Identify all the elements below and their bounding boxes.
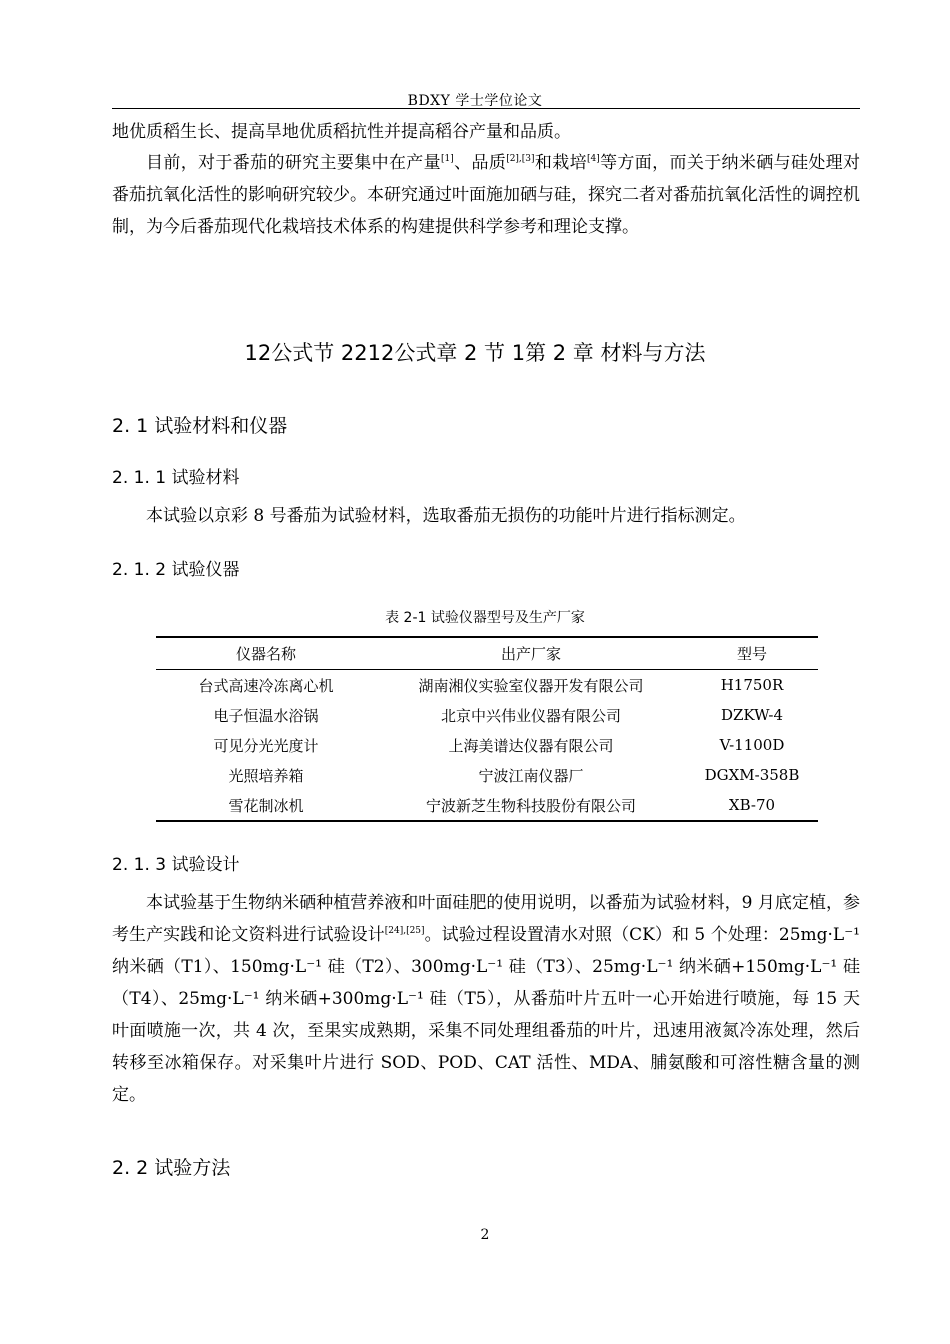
- table-row: [156, 700, 818, 730]
- section-2-2-heading: 2. 2 试验方法: [112, 1157, 231, 1179]
- chapter-title: 12公式节 2212公式章 2 节 1第 2 章 材料与方法: [244, 341, 706, 365]
- section-2-1-2-heading: 2. 1. 2 试验仪器: [112, 560, 240, 580]
- design-text-a: 本试验基于生物纳米硒种植营养液和叶面硅肥的使用说明，以番茄为试验材料，9 月底定植，参考生产实践和论文资料进行试验设计: [112, 893, 860, 945]
- table-row: [156, 730, 818, 760]
- instrument-name: 电子恒温水浴锅: [213, 706, 319, 725]
- section-2-1-3-heading: 2. 1. 3 试验设计: [112, 855, 240, 875]
- citation-1: [1]: [441, 154, 454, 164]
- instrument-model: XB-70: [728, 796, 776, 814]
- citation-2-3: [2],[3]: [506, 154, 535, 164]
- instrument-manufacturer: 湖南湘仪实验室仪器开发有限公司: [418, 676, 644, 695]
- intro-paragraph: [112, 147, 860, 243]
- design-text-b: 。试验过程设置清水对照（CK）和 5 个处理：25mg·L⁻¹ 纳米硒（T1）、150mg·L⁻¹ 硅（T2）、300mg·L⁻¹ 硅（T3）、25mg·L⁻¹ 纳米硒+150mg·L⁻¹ 硅（T4）、25mg·L⁻¹ 纳米硒+300mg·L⁻¹ 硅（T5），从番茄叶片五叶一心开始进行喷施，每 15 天叶面喷施一次，共 4 次，至果实成熟期，采集不同处理组番茄的叶片，迅速用液氮冷冻处理，然后转移至冰箱保存。对采集叶片进行 SOD、POD、CAT 活性、MDA、脯氨酸和可溶性糖含量的测定。: [112, 925, 860, 1105]
- section-2-1-3-text: [112, 887, 860, 1111]
- column-header-model: 型号: [686, 637, 818, 670]
- instrument-model: V-1100D: [719, 736, 785, 754]
- instrument-model: DGXM-358B: [704, 766, 800, 784]
- section-2-1-1-heading: 2. 1. 1 试验材料: [112, 468, 240, 488]
- instrument-name: 雪花制冰机: [228, 796, 304, 815]
- instrument-name: 可见分光光度计: [213, 736, 319, 755]
- instrument-name: 光照培养箱: [228, 766, 304, 785]
- intro-text-c: 和栽培: [534, 153, 587, 173]
- intro-text-d: 等方面，而关于纳米硒与硅处理对番茄抗氧化活性的影响研究较少。本研究通过叶面施加硒与硅，探究二者对番茄抗氧化活性的调控机制，为今后番茄现代化栽培技术体系的构建提供科学参考和理论支撑。: [112, 153, 861, 237]
- intro-text-a: 目前，对于番茄的研究主要集中在产量: [146, 153, 442, 173]
- instrument-model: H1750R: [720, 676, 784, 694]
- citation-4: [4]: [586, 154, 600, 164]
- page-number: 2: [480, 1227, 490, 1243]
- instrument-manufacturer: 上海美谱达仪器有限公司: [448, 736, 614, 755]
- instrument-manufacturer: 宁波新芝生物科技股份有限公司: [425, 796, 636, 815]
- instrument-table: [156, 636, 818, 822]
- table-caption: 表 2-1 试验仪器型号及生产厂家: [385, 610, 585, 626]
- section-2-1-1-text: 本试验以京彩 8 号番茄为试验材料，选取番茄无损伤的功能叶片进行指标测定。: [146, 506, 746, 526]
- instrument-model: DZKW-4: [720, 706, 784, 724]
- instrument-name: 台式高速冷冻离心机: [198, 676, 334, 695]
- table-row: [156, 670, 818, 701]
- table-row: [156, 790, 818, 821]
- column-header-name: 仪器名称: [156, 637, 376, 670]
- intro-text-b: 、品质: [453, 153, 507, 173]
- citation-24-25: [24],[25]: [384, 926, 425, 936]
- header-rule: [112, 108, 860, 109]
- instrument-manufacturer: 宁波江南仪器厂: [478, 766, 584, 785]
- intro-continuation: 地优质稻生长、提高旱地优质稻抗性并提高稻谷产量和品质。: [112, 122, 571, 142]
- column-header-manufacturer: 出产厂家: [376, 637, 686, 670]
- section-2-1-heading: 2. 1 试验材料和仪器: [112, 415, 288, 437]
- page-header: BDXY 学士学位论文: [407, 93, 543, 109]
- table-row: [156, 760, 818, 790]
- instrument-manufacturer: 北京中兴伟业仪器有限公司: [440, 706, 621, 725]
- table-header-row: [156, 637, 818, 670]
